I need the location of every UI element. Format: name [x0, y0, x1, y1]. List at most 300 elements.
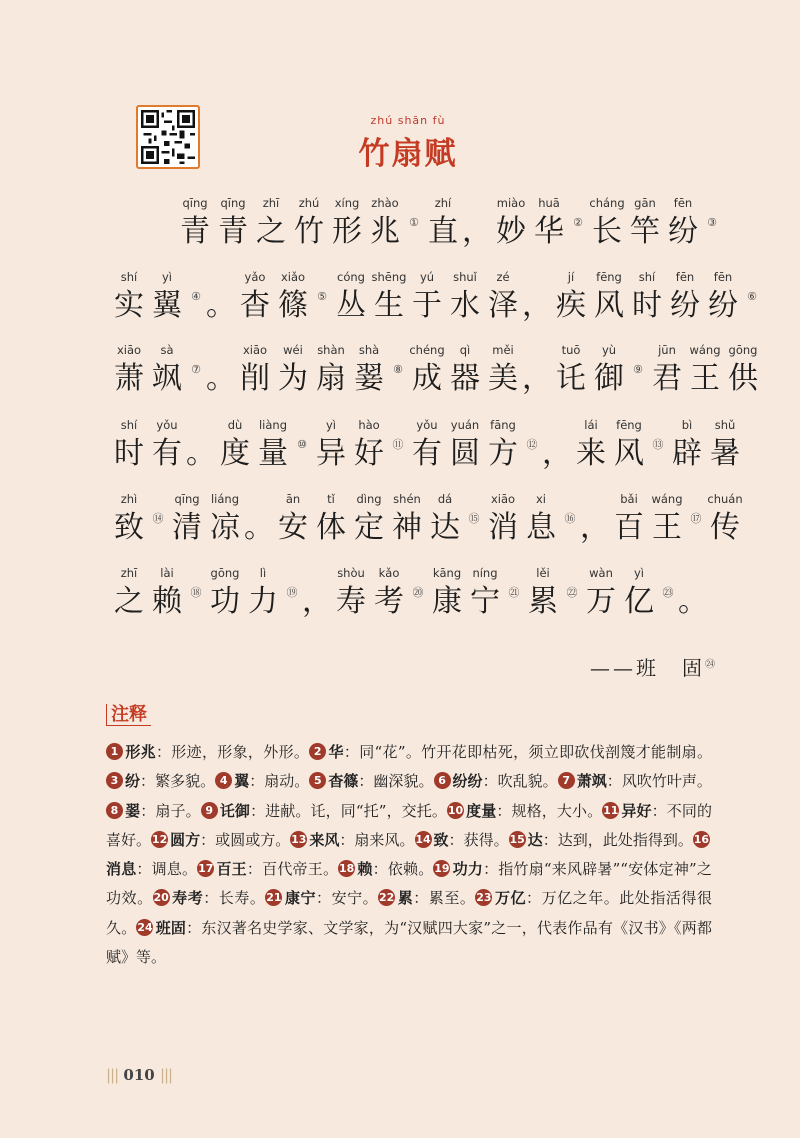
note-entry — [509, 831, 693, 849]
note-definition: ：繁多貌。 — [140, 772, 216, 791]
note-entry — [338, 860, 433, 878]
note-term: 度量 — [466, 801, 497, 820]
character-cell — [706, 492, 744, 552]
note-number-badge: 22 — [379, 891, 395, 905]
pinyin: xíng — [334, 196, 360, 210]
hanzi: 妙 — [496, 214, 526, 249]
note-marker-glyph: ⑬ — [652, 438, 664, 451]
hanzi: 息 — [526, 510, 556, 545]
character-cell — [366, 196, 404, 256]
hanzi: 传 — [710, 510, 740, 545]
note-definition: ：扇子。 — [140, 801, 201, 820]
pinyin: tuō — [561, 343, 581, 357]
hanzi: 翼 — [152, 288, 182, 323]
note-number-badge: 20 — [153, 891, 169, 905]
pinyin: shà — [358, 343, 380, 357]
character-cell — [148, 270, 186, 330]
character-cell — [590, 343, 628, 403]
note-marker-glyph: ⑭ — [152, 512, 164, 525]
pinyin: gān — [634, 196, 656, 210]
character-cell — [610, 418, 648, 478]
pinyin: fēn — [673, 196, 693, 210]
note-number-badge: 21 — [266, 891, 282, 905]
note-term: 萧飒 — [576, 772, 607, 791]
hanzi: 寿 — [336, 584, 366, 619]
note-marker — [702, 196, 722, 256]
pinyin: shén — [393, 492, 421, 506]
pinyin: shuǐ — [453, 270, 477, 284]
hanzi: 赖 — [152, 584, 182, 619]
pinyin: tǐ — [327, 492, 335, 506]
hanzi: 形 — [332, 214, 362, 249]
author-line — [590, 652, 718, 681]
note-term: 致 — [433, 830, 449, 849]
punctuation — [678, 566, 708, 626]
pinyin: chéng — [409, 343, 445, 357]
note-term: 翼 — [234, 772, 250, 791]
note-marker-glyph: ⑳ — [412, 586, 424, 599]
note-marker — [560, 492, 580, 552]
note-number-badge: 3 — [106, 772, 123, 789]
note-marker-glyph: ② — [573, 216, 583, 229]
note-entry — [434, 772, 558, 790]
pinyin: kāng — [432, 566, 462, 580]
hanzi: 清 — [172, 510, 202, 545]
pinyin: cháng — [589, 196, 625, 210]
pinyin: bǎi — [620, 492, 638, 506]
note-number-badge: 18 — [339, 862, 355, 876]
note-number-badge: 8 — [106, 802, 123, 819]
note-term: 寿考 — [171, 889, 204, 908]
note-marker-glyph: ③ — [707, 216, 717, 229]
character-cell — [274, 270, 312, 330]
pinyin: zhú — [298, 196, 320, 210]
note-number-badge: 12 — [151, 832, 168, 846]
pinyin: cóng — [337, 270, 365, 284]
hanzi: 功 — [210, 584, 240, 619]
note-term: 圆方 — [170, 830, 201, 849]
hanzi: 度 — [220, 436, 250, 471]
hanzi: 消 — [488, 510, 518, 545]
hanzi: 水 — [450, 288, 480, 323]
hanzi: 辟 — [672, 436, 702, 471]
character-cell — [466, 566, 504, 626]
hanzi: 。 — [186, 436, 216, 471]
note-number-badge: 23 — [476, 891, 492, 905]
note-definition: ：同“花”。竹开花即枯死，须立即砍伐剖篾才能制扇。 — [343, 743, 712, 761]
character-cell — [148, 343, 186, 403]
hanzi: 纷 — [708, 288, 738, 323]
note-number-badge: 6 — [434, 772, 451, 789]
note-number-badge: 19 — [434, 862, 450, 876]
note-marker-glyph: ⑰ — [690, 512, 702, 525]
hanzi: 竿 — [630, 214, 660, 249]
notes-list — [106, 738, 712, 972]
note-marker-glyph: ⑲ — [286, 586, 298, 599]
hanzi: 美 — [488, 361, 518, 396]
hanzi: 飒 — [152, 361, 182, 396]
pinyin: wéi — [283, 343, 303, 357]
note-marker-glyph: ⑱ — [190, 586, 202, 599]
note-marker-glyph: ⑩ — [297, 438, 307, 451]
note-entry — [201, 802, 447, 820]
pinyin: dù — [227, 418, 243, 432]
hanzi: 兆 — [370, 214, 400, 249]
note-number-badge: 16 — [693, 832, 710, 846]
pinyin: qīng — [182, 196, 208, 210]
poem-line — [110, 343, 762, 403]
pinyin: jí — [567, 270, 575, 284]
note-term: 翣 — [125, 801, 141, 820]
pinyin: fāng — [490, 418, 516, 432]
note-term: 康宁 — [284, 889, 317, 908]
author-note-marker: ㉔ — [705, 659, 718, 671]
character-cell — [484, 270, 522, 330]
hanzi: 削 — [240, 361, 270, 396]
hanzi: ， — [542, 436, 572, 471]
pinyin: yì — [325, 418, 336, 432]
note-marker-glyph: ㉒ — [566, 586, 578, 599]
note-definition: ：规格，大小。 — [496, 801, 603, 820]
note-entry — [309, 743, 712, 761]
note-entry — [215, 772, 309, 790]
hanzi: 翣 — [354, 361, 384, 396]
hanzi: 泽 — [488, 288, 518, 323]
pinyin: qīng — [220, 196, 246, 210]
hanzi: 讬 — [556, 361, 586, 396]
note-definition: ：长寿。 — [203, 889, 266, 908]
note-definition: ：风吹竹叶声。 — [606, 772, 712, 791]
hanzi: 致 — [114, 510, 144, 545]
hanzi: 疾 — [556, 288, 586, 323]
pinyin: níng — [472, 566, 498, 580]
hanzi: 有 — [152, 436, 182, 471]
character-cell — [524, 566, 562, 626]
pinyin: shàn — [317, 343, 345, 357]
pinyin: ān — [285, 492, 301, 506]
pinyin: fēng — [616, 418, 642, 432]
hanzi: 王 — [652, 510, 682, 545]
hanzi: 风 — [614, 436, 644, 471]
note-marker-glyph: ① — [409, 216, 419, 229]
pinyin: shí — [638, 270, 656, 284]
note-definition: ：调息。 — [136, 860, 198, 879]
character-cell — [620, 566, 658, 626]
hanzi: 安 — [278, 510, 308, 545]
pinyin: yì — [633, 566, 644, 580]
hanzi: 暑 — [710, 436, 740, 471]
hanzi: 有 — [412, 436, 442, 471]
note-number-badge: 14 — [415, 832, 431, 846]
note-entry — [153, 889, 266, 907]
hanzi: 异 — [316, 436, 346, 471]
note-term: 讬御 — [219, 801, 251, 820]
note-entry — [197, 860, 338, 878]
note-definition: ：达到，此处指得到。 — [542, 830, 693, 849]
hanzi: 百 — [614, 510, 644, 545]
pinyin: wáng — [689, 343, 721, 357]
note-number-badge: 13 — [291, 832, 307, 846]
page-number — [106, 1066, 172, 1084]
hanzi: 时 — [114, 436, 144, 471]
hanzi: 之 — [114, 584, 144, 619]
hanzi: 供 — [728, 361, 758, 396]
pinyin: huā — [538, 196, 560, 210]
hanzi: 康 — [432, 584, 462, 619]
hanzi: 宁 — [470, 584, 500, 619]
pinyin: zhī — [262, 196, 280, 210]
pinyin: měi — [492, 343, 514, 357]
hanzi: 长 — [592, 214, 622, 249]
pinyin: lěi — [536, 566, 550, 580]
hanzi: 华 — [534, 214, 564, 249]
hanzi: 杳 — [240, 288, 270, 323]
page-title: 竹扇赋 — [358, 136, 458, 172]
pinyin: yuán — [450, 418, 480, 432]
hanzi: 青 — [180, 214, 210, 249]
note-definition: ：依赖。 — [372, 860, 434, 879]
character-cell — [484, 418, 522, 478]
pinyin: jūn — [658, 343, 676, 357]
pinyin: xiǎo — [280, 270, 306, 284]
note-marker — [658, 566, 678, 626]
hanzi: 王 — [690, 361, 720, 396]
character-cell — [724, 343, 762, 403]
character-cell — [522, 492, 560, 552]
note-entry — [290, 831, 414, 849]
character-cell — [530, 196, 568, 256]
pinyin: wáng — [651, 492, 683, 506]
pinyin: liáng — [210, 492, 240, 506]
hanzi: 量 — [258, 436, 288, 471]
note-number-badge: 10 — [447, 803, 464, 817]
character-cell — [350, 418, 388, 478]
note-term: 杳篠 — [328, 772, 359, 791]
poem-line — [176, 196, 722, 256]
hanzi: 万 — [586, 584, 616, 619]
note-term: 消息 — [106, 860, 137, 879]
note-term: 华 — [328, 743, 344, 761]
hanzi: 青 — [218, 214, 248, 249]
hanzi: 生 — [374, 288, 404, 323]
hanzi: 丛 — [336, 288, 366, 323]
note-definition: ：获得。 — [448, 830, 509, 849]
note-entry — [558, 772, 712, 790]
hanzi: 。 — [244, 510, 274, 545]
hanzi: 竹 — [294, 214, 324, 249]
hanzi: 定 — [354, 510, 384, 545]
pinyin: sà — [160, 343, 174, 357]
pinyin: gōng — [210, 566, 240, 580]
pinyin: xiāo — [116, 343, 142, 357]
pinyin: shí — [120, 270, 138, 284]
hanzi: 直 — [428, 214, 458, 249]
author-name: 班 固 — [636, 656, 705, 680]
character-cell — [424, 196, 462, 256]
pinyin: fēn — [713, 270, 733, 284]
note-term: 赖 — [357, 860, 373, 879]
note-definition: ：扇来风。 — [339, 830, 415, 849]
pinyin: yú — [419, 270, 435, 284]
character-cell — [148, 418, 186, 478]
note-term: 形兆 — [125, 743, 156, 761]
hanzi: 为 — [278, 361, 308, 396]
character-cell — [704, 270, 742, 330]
pinyin: xiāo — [242, 343, 268, 357]
note-entry — [151, 831, 290, 849]
hanzi: 达 — [430, 510, 460, 545]
note-number-badge: 1 — [106, 743, 123, 760]
hanzi: 纷 — [668, 214, 698, 249]
pinyin: shǔ — [714, 418, 736, 432]
character-cell — [706, 418, 744, 478]
note-definition: ：进献。讬，同“托”，交托。 — [250, 801, 448, 820]
note-number-badge: 5 — [309, 772, 326, 789]
pinyin: qīng — [174, 492, 200, 506]
character-cell — [244, 566, 282, 626]
hanzi: 纷 — [670, 288, 700, 323]
note-marker-glyph: ⑮ — [468, 512, 480, 525]
notes-heading-label: 注释 — [106, 704, 151, 726]
note-entry — [309, 772, 433, 790]
note-entry — [106, 772, 215, 790]
page-number-value: 010 — [123, 1066, 155, 1084]
character-cell — [206, 492, 244, 552]
note-number-badge: 2 — [309, 743, 326, 760]
pinyin: lì — [259, 566, 267, 580]
hanzi: ， — [462, 214, 492, 249]
pinyin: lài — [160, 566, 174, 580]
note-definition: ：或圆或方。 — [200, 830, 291, 849]
author-dash: —— — [590, 656, 636, 680]
pinyin: wàn — [589, 566, 613, 580]
note-definition: ：安宁。 — [316, 889, 379, 908]
pinyin: zhī — [120, 566, 138, 580]
note-number-badge: 7 — [558, 772, 575, 789]
character-cell — [426, 492, 464, 552]
note-definition: ：不同的喜好。 — [106, 801, 712, 849]
character-cell — [148, 566, 186, 626]
note-marker-glyph: ㉓ — [662, 586, 674, 599]
pinyin: fēng — [596, 270, 622, 284]
note-term: 功力 — [452, 860, 484, 879]
character-cell — [370, 566, 408, 626]
note-entry — [447, 802, 602, 820]
note-term: 异好 — [621, 801, 652, 820]
pinyin: liàng — [258, 418, 288, 432]
note-definition: ：形迹，形象，外形。 — [155, 743, 310, 761]
pinyin: xiāo — [490, 492, 516, 506]
hanzi: 来 — [576, 436, 606, 471]
poem-line — [110, 566, 708, 626]
pinyin: chuán — [707, 492, 743, 506]
pinyin: bì — [681, 418, 693, 432]
pinyin: yǒu — [156, 418, 178, 432]
hanzi: 篠 — [278, 288, 308, 323]
pinyin: zhì — [120, 492, 138, 506]
note-entry — [265, 889, 378, 907]
note-definition: ：累至。 — [413, 889, 476, 908]
character-cell — [254, 418, 292, 478]
note-entry — [106, 743, 309, 761]
pinyin: kǎo — [378, 566, 400, 580]
note-marker-glyph: ⑯ — [564, 512, 576, 525]
note-marker-glyph: ⑦ — [191, 363, 201, 376]
note-definition: ：指竹扇“来风辟暑”“安体定神”之功效。 — [106, 860, 712, 908]
hanzi: ， — [522, 288, 552, 323]
pinyin: lái — [584, 418, 598, 432]
character-cell — [664, 196, 702, 256]
character-cell — [484, 343, 522, 403]
poem-line — [110, 492, 744, 552]
hanzi: 力 — [248, 584, 278, 619]
note-marker — [186, 343, 206, 403]
note-term: 累 — [397, 889, 414, 908]
pinyin: hào — [358, 418, 380, 432]
note-marker-glyph: ㉑ — [508, 586, 520, 599]
character-cell — [110, 492, 148, 552]
note-term: 来风 — [309, 830, 340, 849]
hanzi: 君 — [652, 361, 682, 396]
note-marker-glyph: ④ — [191, 290, 201, 303]
pinyin: dá — [437, 492, 453, 506]
hanzi: 风 — [594, 288, 624, 323]
note-definition: ：扇动。 — [249, 772, 310, 791]
hanzi: 。 — [206, 288, 236, 323]
note-entry — [415, 831, 509, 849]
note-term: 万亿 — [494, 889, 527, 908]
note-marker-glyph: ⑤ — [317, 290, 327, 303]
note-number-badge: 9 — [201, 802, 218, 819]
pinyin: shēng — [371, 270, 407, 284]
note-number-badge: 17 — [198, 862, 214, 876]
note-marker — [282, 566, 302, 626]
hanzi: 方 — [488, 436, 518, 471]
pinyin: qì — [459, 343, 471, 357]
hanzi: ， — [302, 584, 332, 619]
note-marker-glyph: ⑧ — [393, 363, 403, 376]
note-term: 百王 — [216, 860, 247, 879]
hanzi: 扇 — [316, 361, 346, 396]
note-definition: ：百代帝王。 — [246, 860, 339, 879]
hanzi: 御 — [594, 361, 624, 396]
hanzi: 圆 — [450, 436, 480, 471]
hanzi: 。 — [678, 584, 708, 619]
note-definition: ：万亿之年。此处指活得很久。 — [106, 889, 712, 937]
notes-heading — [106, 700, 151, 726]
page-number-decoration-left: ||| — [106, 1066, 119, 1084]
note-term: 纷纷 — [452, 772, 483, 791]
pinyin: yù — [601, 343, 617, 357]
pinyin: yǎo — [244, 270, 266, 284]
hanzi: 亿 — [624, 584, 654, 619]
hanzi: 之 — [256, 214, 286, 249]
pinyin: yǒu — [416, 418, 438, 432]
note-definition: ：吹乱貌。 — [482, 772, 558, 791]
hanzi: 好 — [354, 436, 384, 471]
note-marker-glyph: ⑪ — [392, 438, 404, 451]
note-number-badge: 15 — [509, 832, 525, 846]
hanzi: ， — [522, 361, 552, 396]
note-entry — [106, 919, 712, 966]
note-term: 达 — [527, 830, 543, 849]
hanzi: 于 — [412, 288, 442, 323]
pinyin: dìng — [356, 492, 382, 506]
pinyin: fēn — [675, 270, 695, 284]
pinyin: zé — [496, 270, 510, 284]
hanzi: 成 — [412, 361, 442, 396]
poem-line — [110, 270, 762, 330]
